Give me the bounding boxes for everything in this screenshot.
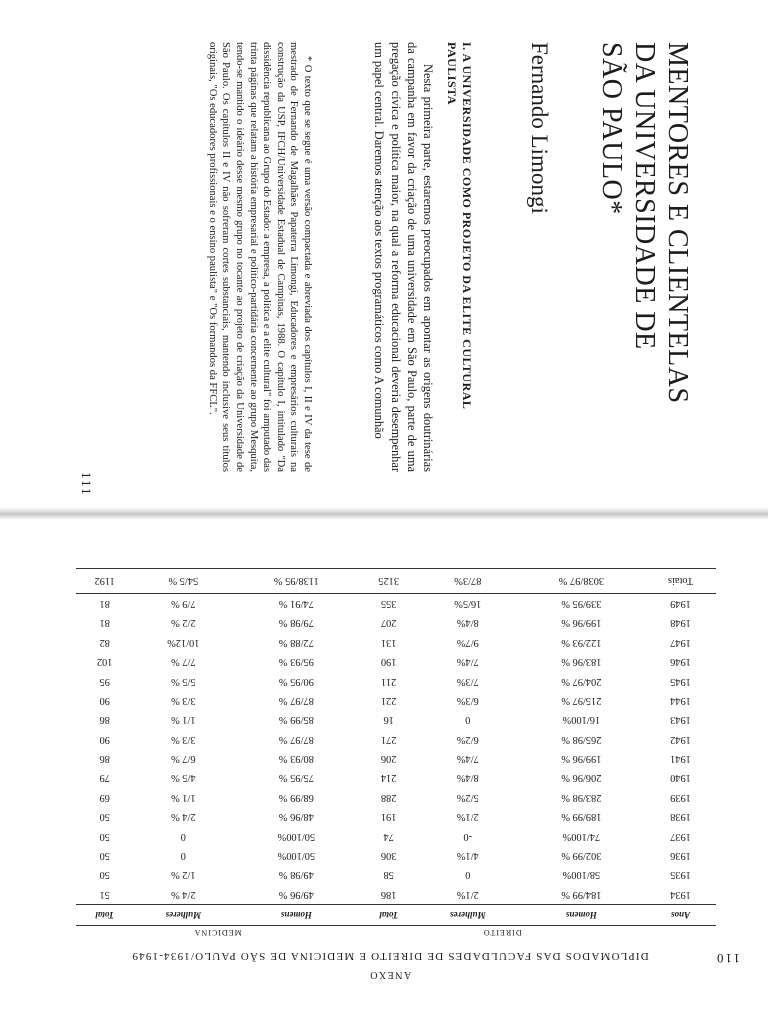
value-cell: 306 [380, 850, 397, 862]
year-cell: 1948 [670, 617, 691, 629]
value-cell: 9/7% [456, 636, 479, 648]
year-cell: 1934 [670, 888, 691, 900]
value-cell: 2/2 % [171, 617, 196, 629]
value-cell: 48/96 % [278, 811, 314, 823]
value-cell: 355 [380, 597, 397, 609]
value-cell: 0 [180, 830, 186, 842]
total-direito-mulheres: 87/3% [418, 568, 518, 593]
year-cell: 1940 [670, 772, 691, 784]
year-cell: 1941 [670, 753, 691, 765]
group-medicina: MEDICINA [193, 928, 242, 938]
page-number-right: 111 [79, 472, 94, 497]
value-cell: 16 [383, 714, 394, 726]
value-cell: 95 [99, 675, 110, 687]
year-cell: 1949 [670, 597, 691, 609]
total-direito-homens: 3038/97 % [518, 568, 645, 593]
value-cell: 122/93 % [561, 636, 602, 648]
value-cell: 16/5% [454, 597, 482, 609]
value-cell: 6/3% [456, 694, 479, 706]
table-row [76, 691, 716, 710]
value-cell: 206 [380, 753, 397, 765]
value-cell: -0 [463, 830, 473, 842]
title-line-1: MENTORES E CLIENTELAS [662, 42, 693, 404]
value-cell: 207 [380, 617, 397, 629]
value-cell: 2/4 % [171, 888, 196, 900]
year-cell: 1947 [670, 636, 691, 648]
value-cell: 189/99 % [561, 811, 602, 823]
col-anos: Anos [645, 905, 716, 926]
value-cell: 58 [383, 869, 394, 881]
col-medicina-mulheres: Mulheres [133, 905, 233, 926]
col-medicina-homens: Homens [233, 905, 359, 926]
left-page [30, 528, 750, 1008]
value-cell: 90 [99, 694, 110, 706]
value-cell: 183/96 % [561, 656, 602, 668]
right-page [34, 22, 734, 497]
table-row [76, 729, 716, 748]
value-cell: 204/97 % [561, 675, 602, 687]
value-cell: 214 [380, 772, 397, 784]
col-direito-mulheres: Mulheres [418, 905, 518, 926]
value-cell: 3/3 % [171, 733, 196, 745]
value-cell: 68/99 % [278, 791, 314, 803]
value-cell: 4/1% [456, 850, 479, 862]
value-cell: 102 [96, 656, 113, 668]
table-row [76, 593, 716, 613]
value-cell: 50 [99, 850, 110, 862]
totals-row [76, 568, 716, 593]
value-cell: 206/96 % [561, 772, 602, 784]
value-cell: 1/1 % [171, 714, 196, 726]
value-cell: 69 [99, 791, 110, 803]
table-row [76, 885, 716, 905]
value-cell: 199/96 % [561, 753, 602, 765]
value-cell: 271 [380, 733, 397, 745]
year-cell: 1935 [670, 869, 691, 881]
year-cell: 1943 [670, 714, 691, 726]
value-cell: 82 [99, 636, 110, 648]
value-cell: 49/98 % [278, 869, 314, 881]
value-cell: 81 [99, 617, 110, 629]
table-row [76, 788, 716, 807]
value-cell: 6/2% [456, 733, 479, 745]
value-cell: 87/97 % [278, 694, 314, 706]
value-cell: 4/5 % [171, 772, 196, 784]
title-line-3: SÃO PAULO* [596, 42, 627, 215]
value-cell: 6/7 % [171, 753, 196, 765]
value-cell: 51 [99, 888, 110, 900]
year-cell: 1946 [670, 656, 691, 668]
value-cell: 8/4% [456, 772, 479, 784]
value-cell: 74/91 % [278, 597, 314, 609]
value-cell: 86 [99, 753, 110, 765]
right-page-content [34, 22, 734, 497]
table-row [76, 826, 716, 845]
value-cell: 199/96 % [561, 617, 602, 629]
table-row [76, 652, 716, 671]
year-cell: 1945 [670, 675, 691, 687]
value-cell: 75/95 % [278, 772, 314, 784]
value-cell: 74 [383, 830, 394, 842]
intro-paragraph: Nesta primeira parte, estaremos preocupados em apontar as origens doutrinárias da campanha em favor da criação de uma universidade em São Paulo, parte de uma pregação cívica e política maior, na qual a reforma educacional deveria desempenhar um papel central. Daremos atenção aos textos programáticos como A comunhão [372, 42, 435, 472]
value-cell: 3/3 % [171, 694, 196, 706]
section-heading: I. A UNIVERSIDADE COMO PROJETO DA ELITE CULTURAL PAULISTA [445, 42, 474, 409]
table-row [76, 807, 716, 826]
value-cell: 49/96 % [278, 888, 314, 900]
value-cell: 339/95 % [561, 597, 602, 609]
value-cell: 50 [99, 869, 110, 881]
value-cell: 86 [99, 714, 110, 726]
graduates-table [76, 568, 716, 940]
group-direito: DIREITO [482, 928, 522, 938]
title-line-2: DA UNIVERSIDADE DE [629, 42, 660, 350]
value-cell: 7/9 % [171, 597, 196, 609]
chapter-title [595, 42, 694, 482]
value-cell: 0 [465, 869, 471, 881]
value-cell: 87/97 % [278, 733, 314, 745]
total-medicina-homens: 1138/95 % [233, 568, 359, 593]
table-row [76, 633, 716, 652]
year-cell: 1939 [670, 791, 691, 803]
value-cell: 221 [380, 694, 397, 706]
value-cell: 215/97 % [561, 694, 602, 706]
column-header-row [76, 905, 716, 926]
value-cell: 50 [99, 830, 110, 842]
value-cell: 2/1% [456, 811, 479, 823]
value-cell: 288 [380, 791, 397, 803]
value-cell: 7/7 % [171, 656, 196, 668]
value-cell: 211 [381, 675, 397, 687]
value-cell: 1/1 % [171, 791, 196, 803]
table-title: DIPLOMADOS DAS FACULDADES DE DIREITO E MEDICINA DE SÃO PAULO/1934-1949 [131, 950, 649, 962]
table-row [76, 865, 716, 884]
value-cell: 283/98 % [561, 791, 602, 803]
value-cell: 95/93 % [278, 656, 314, 668]
value-cell: 265/98 % [561, 733, 602, 745]
value-cell: 10/12% [167, 636, 200, 648]
value-cell: 5/5 % [171, 675, 196, 687]
year-cell: 1938 [670, 811, 691, 823]
table-row [76, 671, 716, 690]
value-cell: 1/2 % [171, 869, 196, 881]
value-cell: 81 [99, 597, 110, 609]
total-direito-total: 3125 [360, 568, 418, 593]
table-row [76, 613, 716, 632]
chapter-author: Fernando Limongi [527, 42, 552, 214]
year-cell: 1944 [670, 694, 691, 706]
value-cell: 80/93 % [278, 753, 314, 765]
value-cell: 50/100% [277, 830, 316, 842]
table-row [76, 768, 716, 787]
table-body [76, 593, 716, 904]
total-medicina-total: 1192 [76, 568, 133, 593]
col-direito-total: Total [360, 905, 418, 926]
value-cell: 16/100% [562, 714, 601, 726]
col-direito-homens: Homens [518, 905, 645, 926]
value-cell: 79 [99, 772, 110, 784]
col-medicina-total: Total [76, 905, 133, 926]
value-cell: 8/4% [456, 617, 479, 629]
year-cell: 1942 [670, 733, 691, 745]
value-cell: 5/2% [456, 791, 479, 803]
value-cell: 50 [99, 811, 110, 823]
value-cell: 7/4% [456, 753, 479, 765]
total-medicina-mulheres: 54/5 % [133, 568, 233, 593]
table-row [76, 749, 716, 768]
value-cell: 0 [465, 714, 471, 726]
year-cell: 1937 [670, 830, 691, 842]
value-cell: 2/4 % [171, 811, 196, 823]
table-row [76, 710, 716, 729]
value-cell: 190 [380, 656, 397, 668]
group-header-row [76, 926, 716, 941]
page-number-left: 110 [714, 951, 740, 966]
value-cell: 184/99 % [561, 888, 602, 900]
value-cell: 90/95 % [278, 675, 314, 687]
value-cell: 79/98 % [278, 617, 314, 629]
year-cell: 1936 [670, 850, 691, 862]
appendix-label: ANEXO [368, 969, 412, 980]
value-cell: 0 [180, 850, 186, 862]
value-cell: 50/100% [277, 850, 316, 862]
value-cell: 74/100% [562, 830, 601, 842]
value-cell: 191 [380, 811, 397, 823]
footnote: * O texto que se segue é uma versão compactada e abreviada dos capítulos I, II e IV da tese de mestrado de Fernando de Magalhães Papaterra Limongi, Educadores e empresários culturais na construção da USP, IFCH/Universidade Estadual de Campinas, 1988. O capítulo I, intitulado "Da dissidência republicana ao Grupo do Estado: a empresa, a política e a elite cultural" foi amputado das trinta páginas que relatam a história empresarial e político-partidária concernente ao grupo Mesquita, tendo-se mantido o ideário desse mesmo grupo no tocante ao projeto de criação da Universidade de São Paulo. Os capítulos II e IV não sofreram cortes substanciais, mantendo inclusive seus títulos originais, "Os educadores profissionais e o ensino paulista" e "Os formandos da FFCL". [206, 42, 313, 472]
value-cell: 90 [99, 733, 110, 745]
book-gutter [0, 507, 768, 519]
totals-label: Totais [645, 568, 716, 593]
left-page-content [30, 528, 750, 1008]
value-cell: 186 [380, 888, 397, 900]
value-cell: 7/3% [456, 675, 479, 687]
value-cell: 2/1% [456, 888, 479, 900]
value-cell: 302/99 % [561, 850, 602, 862]
value-cell: 72/88 % [278, 636, 314, 648]
value-cell: 131 [380, 636, 397, 648]
value-cell: 85/99 % [278, 714, 314, 726]
value-cell: 7/4% [456, 656, 479, 668]
table-row [76, 846, 716, 865]
value-cell: 58/100% [562, 869, 601, 881]
